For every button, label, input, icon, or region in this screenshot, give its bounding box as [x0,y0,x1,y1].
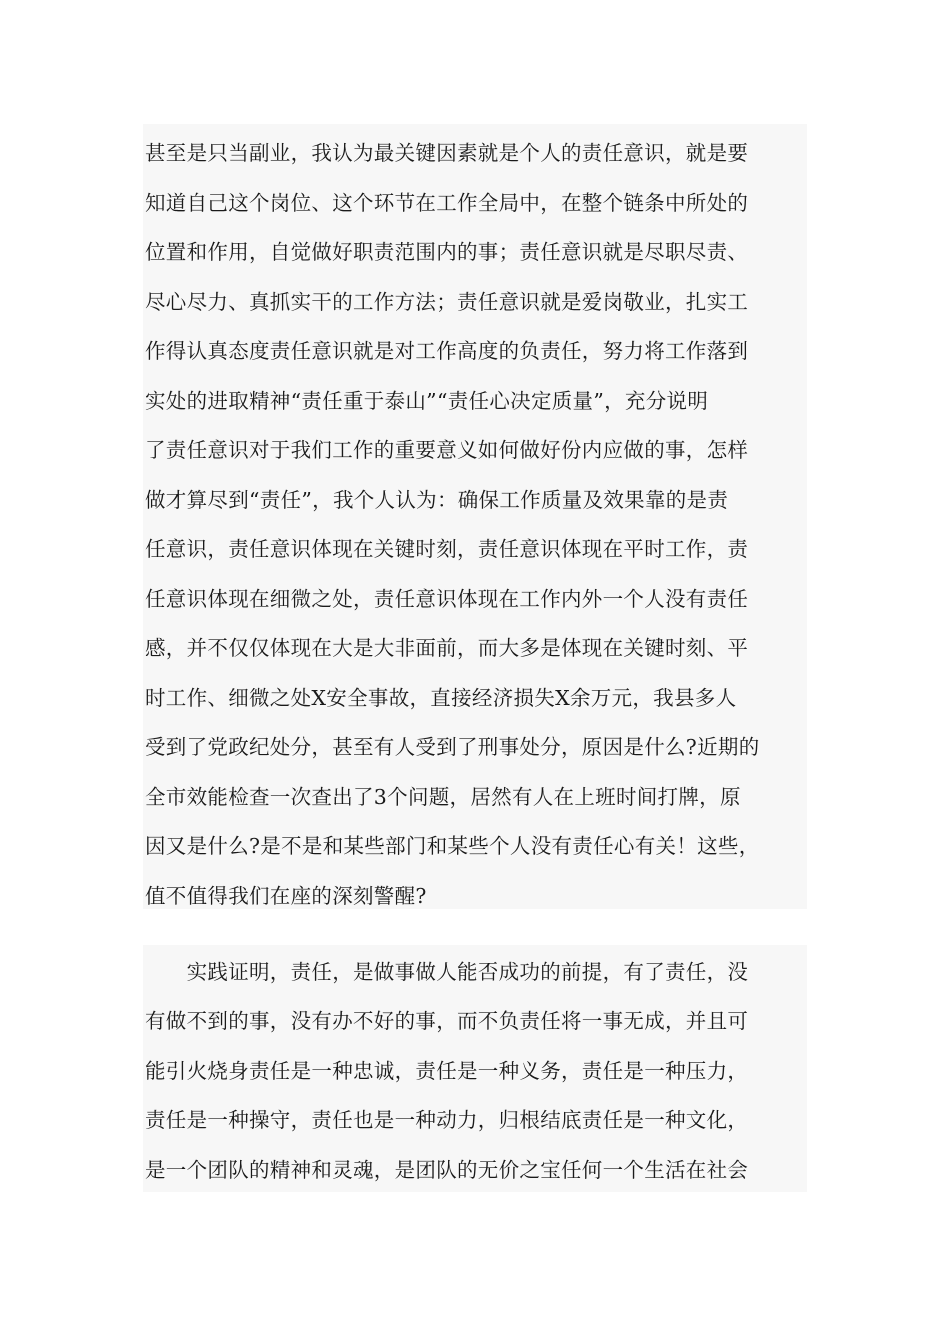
paragraph-line: 时工作、细微之处X安全事故，直接经济损失X余万元，我县多人 [145,686,737,710]
paragraph-line: 全市效能检查一次查出了3个问题，居然有人在上班时间打牌，原 [145,785,741,809]
paragraph-line: 位置和作用，自觉做好职责范围内的事；责任意识就是尽职尽责、 [145,240,749,264]
paragraph-line: 作得认真态度责任意识就是对工作高度的负责任，努力将工作落到 [145,339,749,363]
paragraph-line: 是一个团队的精神和灵魂，是团队的无价之宝任何一个生活在社会 [145,1158,749,1182]
paragraph-line: 感，并不仅仅体现在大是大非面前，而大多是体现在关键时刻、平 [145,636,749,660]
paragraph-line: 值不值得我们在座的深刻警醒? [145,884,427,908]
paragraph-line: 任意识体现在细微之处，责任意识体现在工作内外一个人没有责任 [145,587,749,611]
paragraph-line: 实处的进取精神“责任重于泰山”“责任心决定质量”，充分说明 [145,389,709,413]
paragraph-line: 因又是什么?是不是和某些部门和某些个人没有责任心有关！这些， [145,834,760,858]
paragraph-line: 能引火烧身责任是一种忠诚，责任是一种义务，责任是一种压力， [145,1059,749,1083]
paragraph-line: 尽心尽力、真抓实干的工作方法；责任意识就是爱岗敬业，扎实工 [145,290,749,314]
paragraph-line: 知道自己这个岗位、这个环节在工作全局中，在整个链条中所处的 [145,191,749,215]
paragraph-line: 责任是一种操守，责任也是一种动力，归根结底责任是一种文化， [145,1108,749,1132]
paragraph-line: 做才算尽到“责任”，我个人认为：确保工作质量及效果靠的是责 [145,488,729,512]
paragraph-1 [143,124,807,909]
paragraph-line: 甚至是只当副业，我认为最关键因素就是个人的责任意识，就是要 [145,141,749,165]
paragraph-line: 任意识，责任意识体现在关键时刻，责任意识体现在平时工作，责 [145,537,749,561]
paragraph-2 [143,945,807,1192]
paragraph-line: 了责任意识对于我们工作的重要意义如何做好份内应做的事，怎样 [145,438,749,462]
paragraph-line: 有做不到的事，没有办不好的事，而不负责任将一事无成，并且可 [145,1009,749,1033]
paragraph-line: 实践证明，责任，是做事做人能否成功的前提，有了责任，没 [145,960,749,984]
paragraph-line: 受到了党政纪处分，甚至有人受到了刑事处分，原因是什么?近期的 [145,735,760,759]
